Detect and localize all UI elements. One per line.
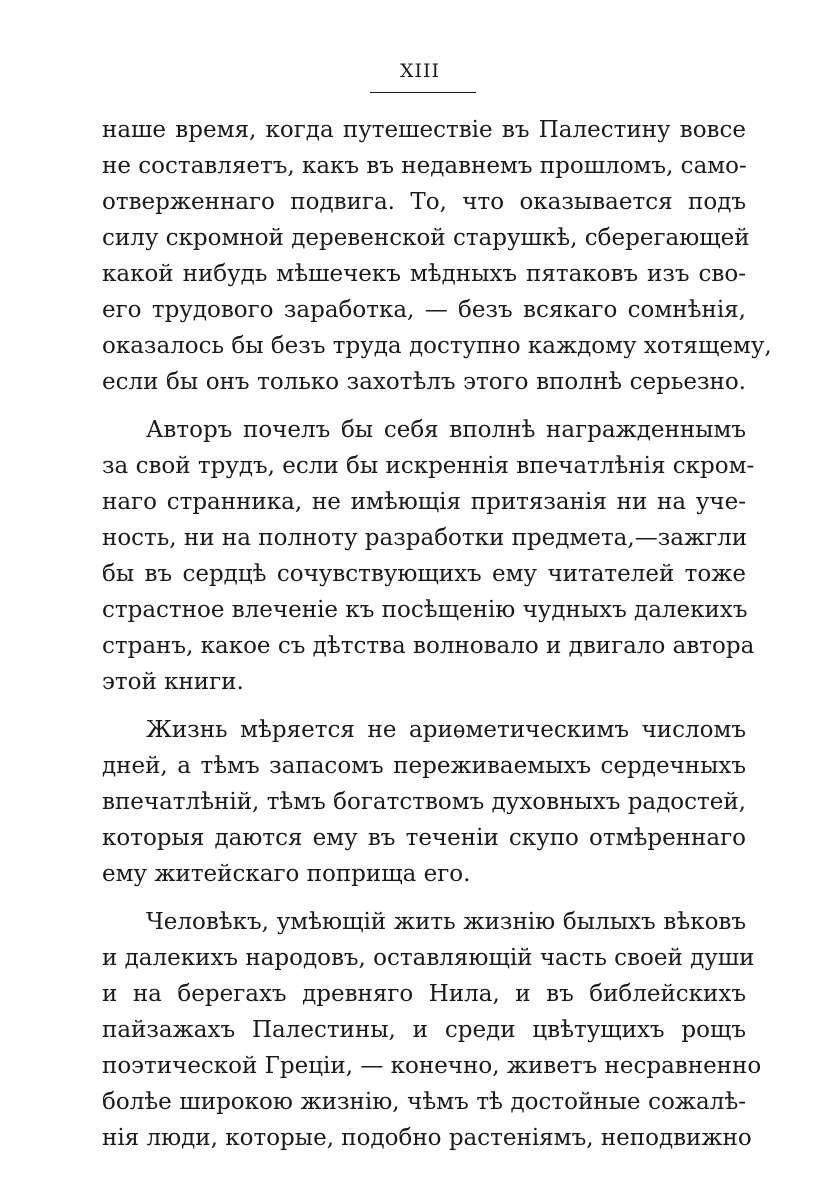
text-line: впечатлѣній, тѣмъ богатствомъ духовныхъ радостей, (102, 789, 746, 815)
paragraph-1 (102, 112, 772, 400)
text-line: Человѣкъ, умѣющій жить жизнію былыхъ вѣковъ (146, 909, 746, 935)
text-line: и на берегахъ древняго Нила, и въ библейскихъ (102, 981, 746, 1007)
text-line: силу скромной деревенской старушкѣ, сберегающей (102, 225, 750, 251)
text-line: и далекихъ народовъ, оставляющій часть своей души (102, 945, 755, 971)
text-line: не составляетъ, какъ въ недавнемъ прошломъ, само- (102, 153, 747, 179)
text-line: какой нибудь мѣшечекъ мѣдныхъ пятаковъ изъ сво- (102, 261, 746, 287)
paragraph-4 (102, 904, 762, 1156)
text-line: Жизнь мѣряется не ариѳметическимъ числомъ (146, 717, 746, 743)
text-line: болѣе широкою жизнію, чѣмъ тѣ достойные сожалѣ- (102, 1089, 746, 1115)
text-line: отверженнаго подвига. То, что оказывается подъ (102, 189, 746, 215)
page-number: XIII (399, 60, 441, 82)
paragraph-gap (102, 700, 746, 712)
text-line: наго странника, не имѣющія притязанія ни на уче- (102, 489, 746, 515)
body-text (102, 112, 772, 1156)
paragraph-gap (102, 400, 746, 412)
text-line: этой книги. (102, 669, 244, 695)
text-line: дней, а тѣмъ запасомъ переживаемыхъ сердечныхъ (102, 753, 746, 779)
text-line: пайзажахъ Палестины, и среди цвѣтущихъ рощъ (102, 1017, 746, 1043)
text-line: Авторъ почелъ бы себя вполнѣ награжденнымъ (146, 417, 746, 443)
paragraph-3 (102, 712, 746, 892)
text-line: наше время, когда путешествіе въ Палестину вовсе (102, 117, 746, 143)
text-line: поэтической Греціи, — конечно, живетъ несравненно (102, 1053, 762, 1079)
paragraph-gap (102, 892, 746, 904)
text-line: бы въ сердцѣ сочувствующихъ ему читателей тоже (102, 561, 746, 587)
text-line: за свой трудъ, если бы искреннія впечатлѣнія скром- (102, 453, 755, 479)
text-line: если бы онъ только захотѣлъ этого вполнѣ серьезно. (102, 369, 746, 395)
text-line: ему житейскаго поприща его. (102, 861, 471, 887)
paragraph-2 (102, 412, 755, 700)
text-line: ность, ни на полноту разработки предмета,—зажгли (102, 525, 748, 551)
text-line: нія люди, которые, подобно растеніямъ, неподвижно (102, 1125, 752, 1151)
text-line: его трудового заработка, — безъ всякаго сомнѣнія, (102, 297, 746, 323)
header-rule (370, 92, 476, 93)
text-line: страстное влеченіе къ посѣщенію чудныхъ далекихъ (102, 597, 748, 623)
text-line: оказалось бы безъ труда доступно каждому хотящему, (102, 333, 772, 359)
text-line: которыя даются ему въ теченіи скупо отмѣреннаго (102, 825, 746, 851)
text-line: странъ, какое съ дѣтства волновало и двигало автора (102, 633, 755, 659)
